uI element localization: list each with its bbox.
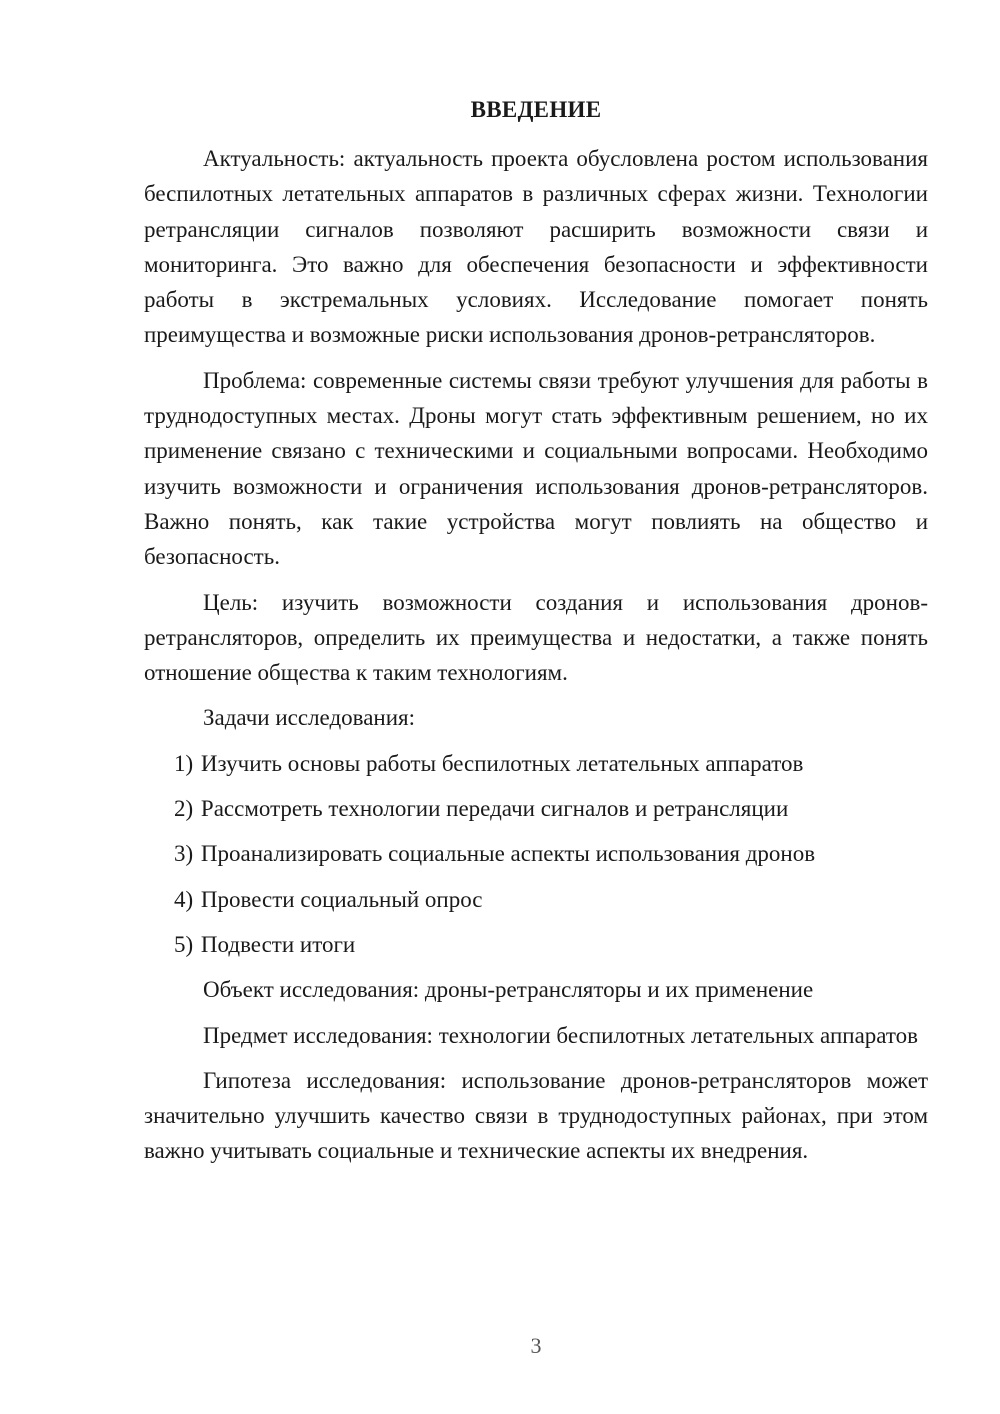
page-title: ВВЕДЕНИЕ xyxy=(470,97,602,122)
list-item-number: 2) xyxy=(174,796,194,822)
document-body xyxy=(144,141,928,1179)
paragraph-subject: Предмет исследования: технологии беспилотных летательных аппаратов xyxy=(203,1022,918,1048)
list-item-text: Рассмотреть технологии передачи сигналов и ретрансляции xyxy=(200,796,789,822)
list-item-text: Проанализировать социальные аспекты использования дронов xyxy=(200,841,816,867)
list-item-text: Провести социальный опрос xyxy=(200,886,483,912)
list-item-text: Изучить основы работы беспилотных летательных аппаратов xyxy=(200,750,804,776)
paragraph-relevance: Актуальность: актуальность проекта обусловлена ростом использования беспилотных летательных аппаратов в различных сферах жизни. Технологии ретрансляции сигналов позволяют расширить возможности связи и мониторинга. Это важно для обеспечения безопасности и эффективности работы в экстремальных условиях. Исследование помогает понять преимущества и возможные риски использования дронов-ретрансляторов. xyxy=(144,146,928,348)
paragraph-goal: Цель: изучить возможности создания и использования дронов-ретрансляторов, определить их преимущества и недостатки, а также понять отношение общества к таким технологиям. xyxy=(144,589,928,686)
page-number: 3 xyxy=(530,1333,542,1358)
tasks-title: Задачи исследования: xyxy=(203,705,416,731)
tasks-list xyxy=(144,746,928,962)
paragraph-hypothesis: Гипотеза исследования: использование дронов-ретрансляторов может значительно улучшить качество связи в труднодоступных районах, при этом важно учитывать социальные и технические аспекты их внедрения. xyxy=(144,1067,928,1164)
list-item xyxy=(174,927,928,962)
list-item-number: 3) xyxy=(174,841,194,867)
paragraph-problem: Проблема: современные системы связи требуют улучшения для работы в труднодоступных местах. Дроны могут стать эффективным решением, но их применение связано с техническими и социальными вопросами. Необходимо изучить возможности и ограничения использования дронов-ретрансляторов. Важно понять, как такие устройства могут повлиять на общество и безопасность. xyxy=(144,367,928,570)
list-item xyxy=(174,836,928,871)
list-item-text: Подвести итоги xyxy=(200,931,356,957)
list-item xyxy=(174,746,928,781)
paragraph-object: Объект исследования: дроны-ретрансляторы и их применение xyxy=(203,977,814,1003)
list-item xyxy=(174,791,928,826)
list-item-number: 4) xyxy=(174,886,194,912)
list-item-number: 1) xyxy=(174,750,194,776)
list-item xyxy=(174,882,928,917)
list-item-number: 5) xyxy=(174,931,194,957)
